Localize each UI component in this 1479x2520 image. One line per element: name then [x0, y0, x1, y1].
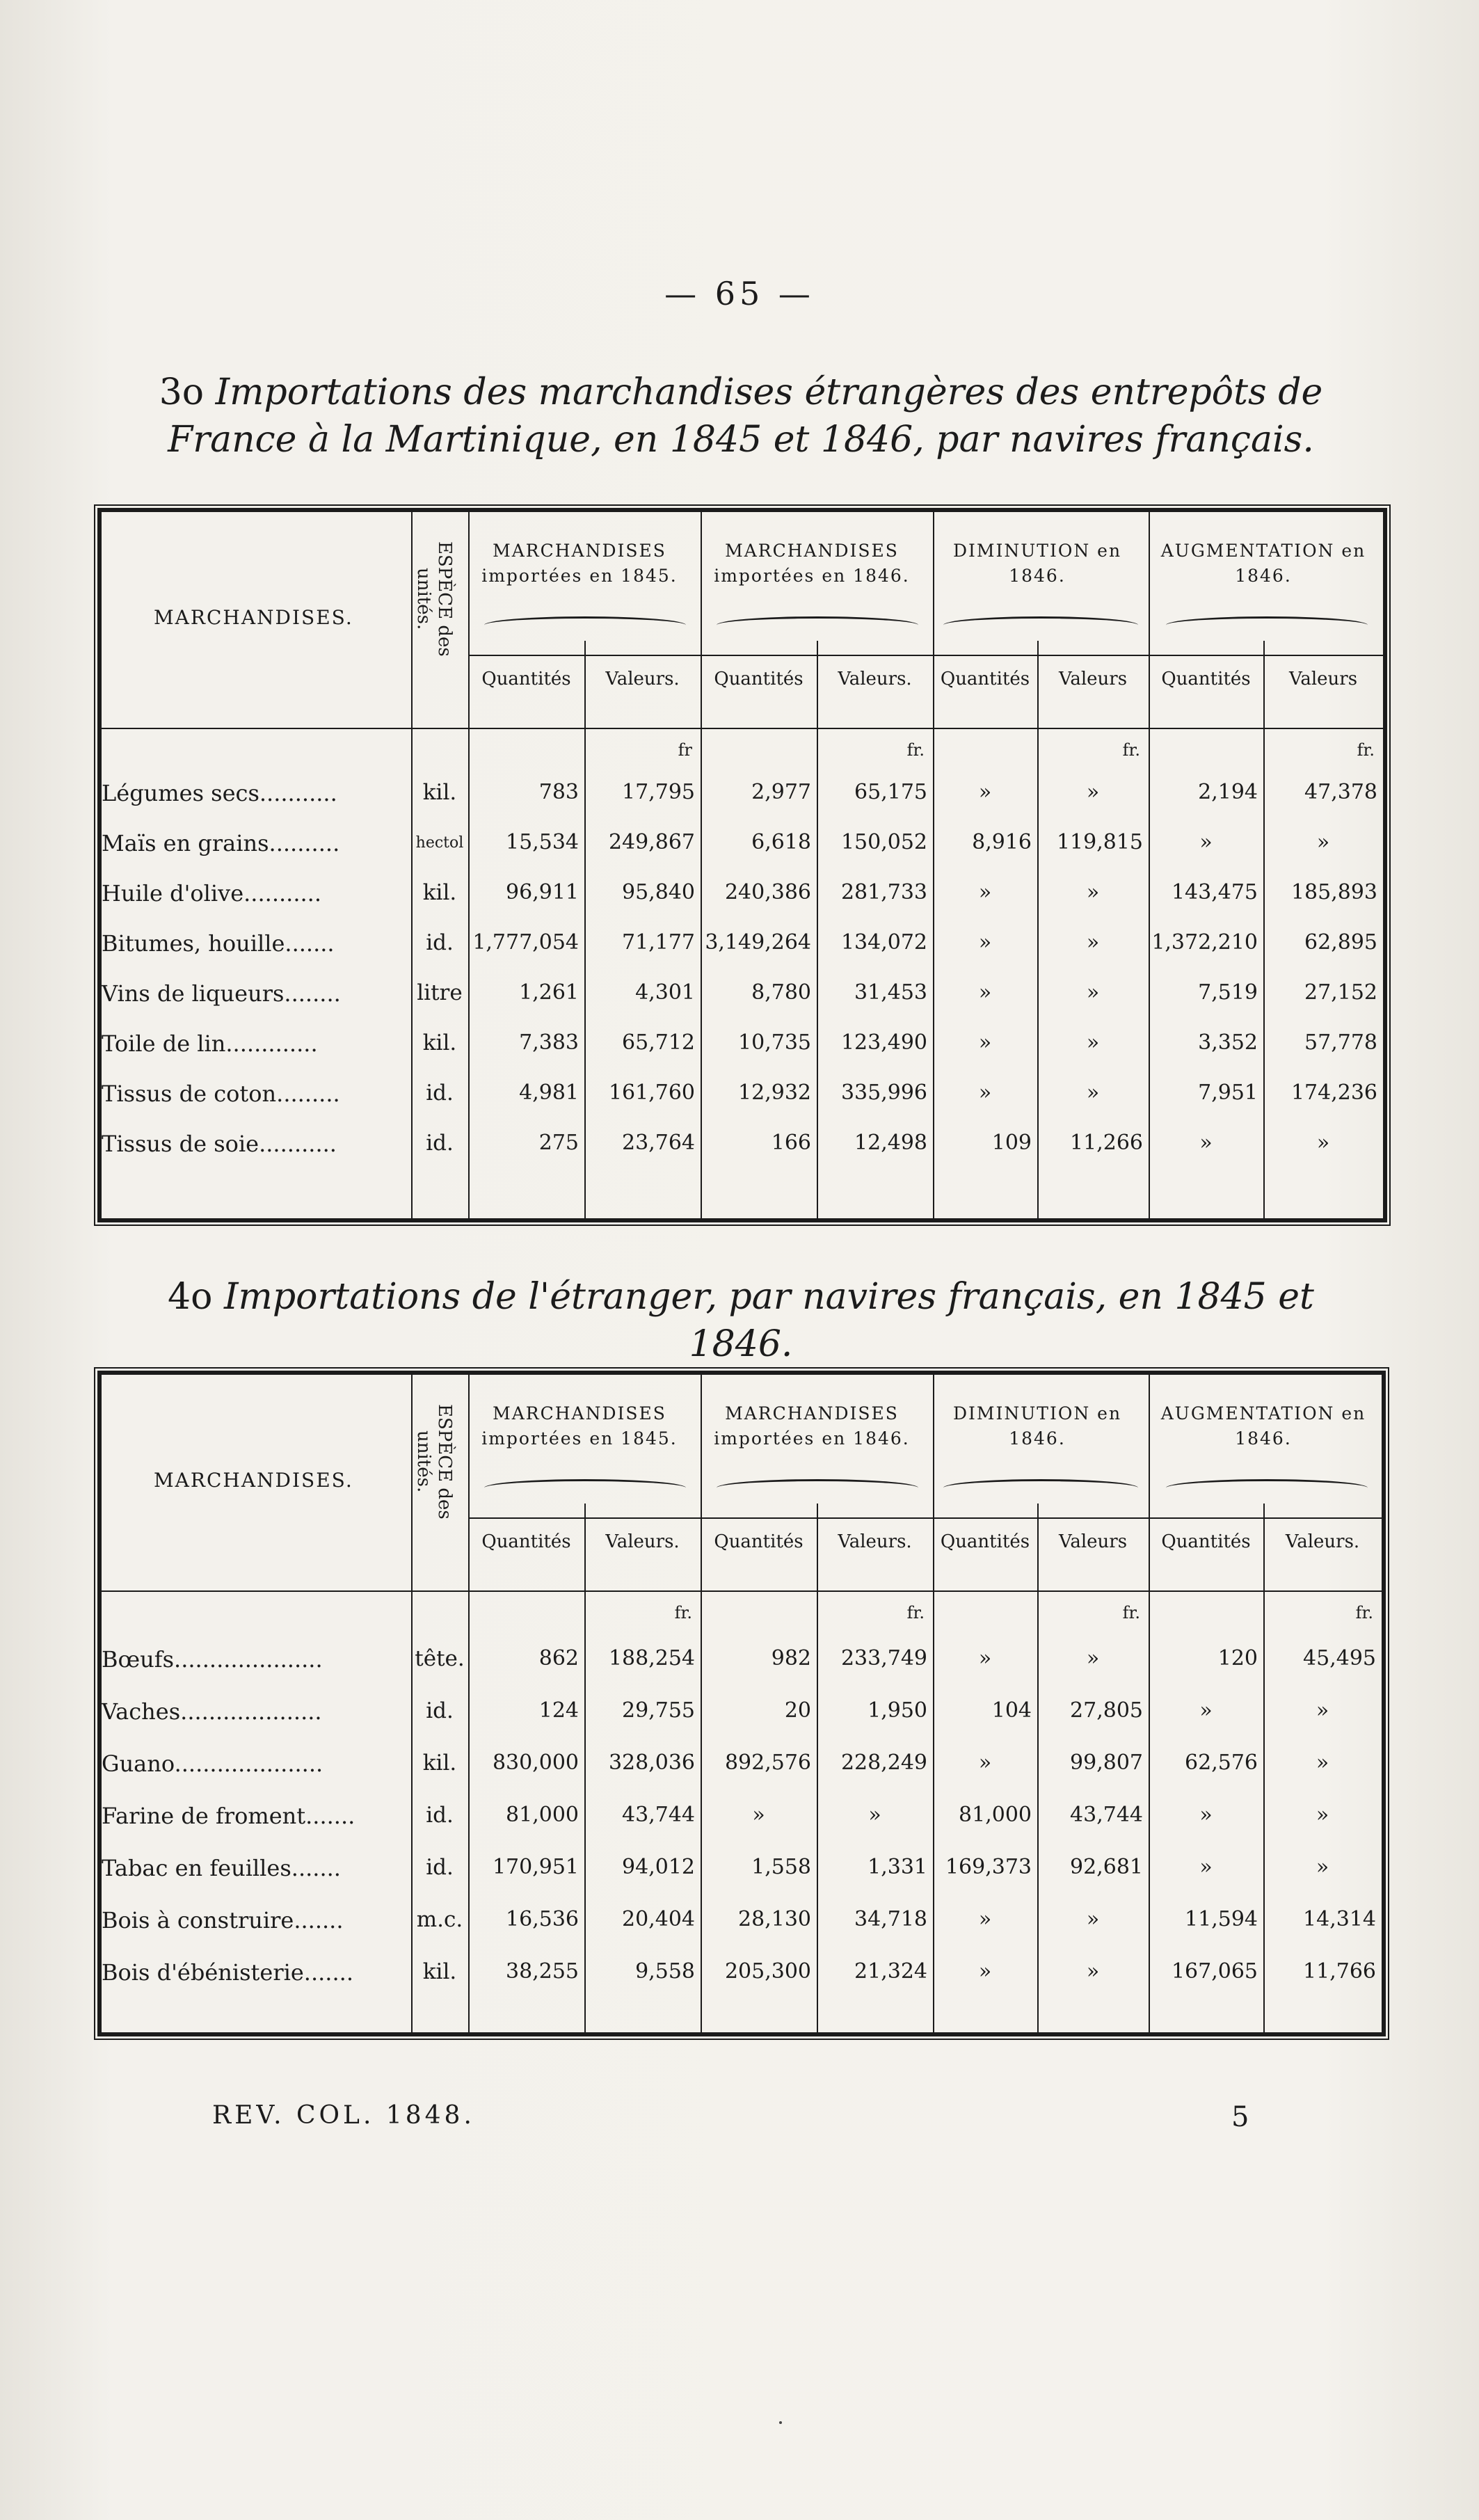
- imports-1845-header: MARCHANDISES importées en 1845.: [481, 1403, 678, 1449]
- cell-value: »: [868, 1803, 881, 1827]
- subheader-value: Valeurs: [1058, 1531, 1128, 1552]
- cell-value: 124: [538, 1698, 579, 1723]
- cell-value: 167,065: [1171, 1959, 1258, 1984]
- row-unit: id.: [426, 1698, 454, 1723]
- header-rule: [102, 1590, 1382, 1592]
- cell-value: »: [1086, 1646, 1100, 1670]
- row-label: Toile de lin.............: [102, 1030, 318, 1057]
- brace: [717, 1479, 918, 1497]
- cell-value: 17,795: [622, 780, 695, 804]
- subheader-quantity: Quantités: [714, 1531, 804, 1552]
- row-unit: id.: [426, 930, 454, 955]
- cell-value: 65,712: [622, 1030, 695, 1055]
- cell-value: 161,760: [608, 1080, 695, 1105]
- column-rule: [1149, 512, 1150, 1218]
- cell-value: »: [1199, 1803, 1213, 1827]
- increase-header: AUGMENTATION en 1846.: [1160, 1403, 1366, 1449]
- subheader-value: Valeurs.: [838, 1531, 912, 1552]
- cell-value: 143,475: [1171, 880, 1258, 904]
- cell-value: »: [978, 1959, 992, 1984]
- cell-value: 81,000: [506, 1803, 579, 1827]
- subheader-quantity: Quantités: [714, 669, 804, 689]
- row-label: Farine de froment.......: [102, 1803, 355, 1829]
- cell-value: 150,052: [840, 830, 927, 854]
- row-unit: kil.: [422, 880, 457, 905]
- brace: [1166, 1479, 1368, 1497]
- row-label: Vaches....................: [102, 1698, 322, 1725]
- header-rule: [468, 655, 1383, 656]
- cell-value: »: [978, 1907, 992, 1931]
- cell-value: »: [978, 1646, 992, 1670]
- table2: [97, 1371, 1386, 2036]
- cell-value: 27,805: [1070, 1698, 1143, 1723]
- row-unit: hectol: [415, 834, 464, 852]
- brace: [1166, 616, 1368, 634]
- cell-value: 11,766: [1303, 1959, 1376, 1984]
- row-unit: id.: [426, 1803, 454, 1828]
- cell-value: 892,576: [724, 1751, 811, 1775]
- cell-value: 249,867: [608, 830, 695, 854]
- row-unit: id.: [426, 1080, 454, 1106]
- cell-value: »: [1086, 880, 1100, 904]
- row-unit: litre: [417, 980, 463, 1005]
- cell-value: 4,981: [519, 1080, 579, 1105]
- cell-value: 4,301: [635, 980, 695, 1005]
- unit-type-header: ESPÈCE des unités.: [413, 541, 455, 657]
- row-unit: id.: [426, 1131, 454, 1156]
- cell-value: 47,378: [1304, 780, 1377, 804]
- cell-value: 62,576: [1185, 1751, 1258, 1775]
- cell-value: 2,194: [1198, 780, 1258, 804]
- page-number: — 65 —: [664, 275, 815, 312]
- cell-value: »: [1086, 780, 1100, 804]
- cell-value: 3,149,264: [705, 930, 811, 955]
- cell-value: 1,331: [868, 1855, 927, 1879]
- cell-value: 174,236: [1290, 1080, 1377, 1105]
- row-label: Vins de liqueurs........: [102, 980, 341, 1007]
- cell-value: 92,681: [1070, 1855, 1143, 1879]
- currency-unit: fr: [678, 740, 692, 760]
- cell-value: 10,735: [738, 1030, 811, 1055]
- currency-unit: fr.: [906, 740, 925, 760]
- row-label: Tabac en feuilles.......: [102, 1855, 341, 1881]
- cell-value: »: [1086, 1080, 1100, 1105]
- merchandise-header: MARCHANDISES.: [154, 1469, 353, 1492]
- speck: [779, 2421, 782, 2424]
- row-label: Légumes secs...........: [102, 780, 337, 806]
- cell-value: 6,618: [751, 830, 811, 854]
- row-unit: tête.: [415, 1646, 465, 1671]
- cell-value: 7,519: [1198, 980, 1258, 1005]
- cell-value: »: [1199, 1698, 1213, 1723]
- cell-value: 185,893: [1290, 880, 1377, 904]
- cell-value: »: [1086, 980, 1100, 1005]
- brace: [484, 616, 686, 634]
- table2-title: Importations de l'étranger, par navires français, en 1845 et 1846.: [223, 1276, 1314, 1365]
- subheader-value: Valeurs: [1058, 669, 1128, 689]
- row-unit: id.: [426, 1855, 454, 1880]
- cell-value: 28,130: [738, 1907, 811, 1931]
- row-unit: kil.: [422, 1030, 457, 1055]
- currency-unit: fr.: [1355, 1603, 1373, 1622]
- cell-value: 1,372,210: [1151, 930, 1258, 955]
- cell-value: »: [978, 1751, 992, 1775]
- row-label: Bois d'ébénisterie.......: [102, 1959, 353, 1986]
- cell-value: »: [978, 780, 992, 804]
- cell-value: 15,534: [506, 830, 579, 854]
- subheader-value: Valeurs.: [838, 669, 912, 689]
- imports-1846-header: MARCHANDISES importées en 1846.: [714, 541, 910, 586]
- cell-value: 783: [538, 780, 579, 804]
- column-rule: [933, 512, 934, 1218]
- brace: [943, 1479, 1138, 1497]
- cell-value: 240,386: [724, 880, 811, 904]
- cell-value: 11,266: [1070, 1131, 1143, 1155]
- row-label: Bœufs.....................: [102, 1646, 323, 1673]
- cell-value: »: [1316, 1131, 1330, 1155]
- cell-value: »: [978, 1030, 992, 1055]
- footer-journal: REV. COL. 1848.: [212, 2101, 475, 2130]
- cell-value: 109: [991, 1131, 1032, 1155]
- cell-value: 3,352: [1198, 1030, 1258, 1055]
- cell-value: 57,778: [1304, 1030, 1377, 1055]
- merchandise-header: MARCHANDISES.: [154, 606, 353, 629]
- subheader-value: Valeurs.: [605, 669, 680, 689]
- currency-unit: fr.: [674, 1603, 692, 1622]
- currency-unit: fr.: [1122, 740, 1140, 760]
- increase-header: AUGMENTATION en 1846.: [1160, 541, 1366, 586]
- cell-value: »: [978, 1080, 992, 1105]
- row-label: Tissus de coton.........: [102, 1080, 340, 1107]
- cell-value: 20: [784, 1698, 811, 1723]
- cell-value: 71,177: [622, 930, 695, 955]
- subheader-quantity: Quantités: [481, 1531, 571, 1552]
- cell-value: »: [1086, 1030, 1100, 1055]
- cell-value: 205,300: [724, 1959, 811, 1984]
- cell-value: »: [1316, 1855, 1329, 1879]
- subheader-quantity: Quantités: [940, 1531, 1030, 1552]
- cell-value: 23,764: [622, 1131, 695, 1155]
- cell-value: 96,911: [506, 880, 579, 904]
- brace: [717, 616, 918, 634]
- unit-type-header: ESPÈCE des unités.: [413, 1404, 455, 1520]
- cell-value: 335,996: [840, 1080, 927, 1105]
- cell-value: 43,744: [622, 1803, 695, 1827]
- row-label: Tissus de soie...........: [102, 1131, 337, 1157]
- cell-value: 43,744: [1070, 1803, 1143, 1827]
- cell-value: 20,404: [622, 1907, 695, 1931]
- cell-value: 281,733: [840, 880, 927, 904]
- cell-value: 119,815: [1056, 830, 1143, 854]
- row-label: Maïs en grains..........: [102, 830, 340, 856]
- cell-value: »: [1199, 1131, 1213, 1155]
- cell-value: 99,807: [1070, 1751, 1143, 1775]
- cell-value: 104: [991, 1698, 1032, 1723]
- cell-value: »: [1316, 830, 1330, 854]
- table1-caption: [111, 369, 1370, 463]
- header-rule: [102, 728, 1383, 729]
- cell-value: »: [1316, 1803, 1329, 1827]
- footer-signature: 5: [1231, 2101, 1249, 2133]
- cell-value: 1,777,054: [472, 930, 579, 955]
- cell-value: 188,254: [608, 1646, 695, 1670]
- cell-value: 27,152: [1304, 980, 1377, 1005]
- cell-value: 81,000: [959, 1803, 1032, 1827]
- subheader-quantity: Quantités: [1161, 1531, 1251, 1552]
- cell-value: »: [1199, 1855, 1213, 1879]
- table1-number: 3o: [159, 372, 205, 413]
- imports-1845-header: MARCHANDISES importées en 1845.: [481, 541, 678, 586]
- decrease-header: DIMINUTION en 1846.: [952, 541, 1122, 586]
- cell-value: »: [978, 930, 992, 955]
- cell-value: 7,951: [1198, 1080, 1258, 1105]
- column-rule: [411, 512, 413, 1218]
- subheader-quantity: Quantités: [940, 669, 1030, 689]
- cell-value: 123,490: [840, 1030, 927, 1055]
- brace: [484, 1479, 686, 1497]
- subheader-quantity: Quantités: [1161, 669, 1251, 689]
- subheader-value: Valeurs.: [605, 1531, 680, 1552]
- row-unit: m.c.: [416, 1907, 463, 1932]
- cell-value: 7,383: [519, 1030, 579, 1055]
- cell-value: »: [1316, 1751, 1329, 1775]
- cell-value: 16,536: [506, 1907, 579, 1931]
- cell-value: 31,453: [854, 980, 927, 1005]
- cell-value: 21,324: [854, 1959, 927, 1984]
- cell-value: 1,558: [751, 1855, 811, 1879]
- currency-unit: fr.: [1122, 1603, 1140, 1622]
- cell-value: »: [752, 1803, 765, 1827]
- row-label: Bois à construire.......: [102, 1907, 344, 1933]
- cell-value: »: [978, 880, 992, 904]
- cell-value: 38,255: [506, 1959, 579, 1984]
- cell-value: »: [1086, 930, 1100, 955]
- cell-value: 166: [771, 1131, 811, 1155]
- subheader-value: Valeurs: [1288, 669, 1358, 689]
- cell-value: 29,755: [622, 1698, 695, 1723]
- cell-value: 2,977: [751, 780, 811, 804]
- header-rule: [468, 1517, 1382, 1519]
- cell-value: 862: [538, 1646, 579, 1670]
- row-label: Guano.....................: [102, 1751, 323, 1777]
- decrease-header: DIMINUTION en 1846.: [952, 1403, 1122, 1449]
- cell-value: 14,314: [1303, 1907, 1376, 1931]
- row-label: Huile d'olive...........: [102, 880, 322, 907]
- table1-title: Importations des marchandises étrangères des entrepôts de France à la Martinique, en 1845 et 1846, par navires français.: [168, 372, 1323, 461]
- cell-value: 12,498: [854, 1131, 927, 1155]
- cell-value: 170,951: [492, 1855, 579, 1879]
- cell-value: 1,261: [519, 980, 579, 1005]
- table2-caption: [111, 1273, 1370, 1368]
- cell-value: 12,932: [738, 1080, 811, 1105]
- column-rule: [468, 512, 470, 1218]
- cell-value: 62,895: [1304, 930, 1377, 955]
- cell-value: 233,749: [840, 1646, 927, 1670]
- imports-1846-header: MARCHANDISES importées en 1846.: [714, 1403, 910, 1449]
- cell-value: 120: [1217, 1646, 1258, 1670]
- cell-value: 134,072: [840, 930, 927, 955]
- cell-value: 9,558: [635, 1959, 695, 1984]
- table2-number: 4o: [168, 1276, 213, 1318]
- currency-unit: fr.: [906, 1603, 925, 1622]
- cell-value: »: [1316, 1698, 1329, 1723]
- column-rule: [701, 512, 702, 1218]
- cell-value: 982: [771, 1646, 811, 1670]
- cell-value: 8,916: [972, 830, 1032, 854]
- cell-value: 228,249: [840, 1751, 927, 1775]
- cell-value: 34,718: [854, 1907, 927, 1931]
- cell-value: 1,950: [868, 1698, 927, 1723]
- cell-value: »: [1086, 1959, 1100, 1984]
- cell-value: »: [1086, 1907, 1100, 1931]
- row-unit: kil.: [422, 780, 457, 805]
- cell-value: 65,175: [854, 780, 927, 804]
- cell-value: »: [1199, 830, 1213, 854]
- table1: [97, 508, 1387, 1222]
- cell-value: 169,373: [945, 1855, 1032, 1879]
- brace: [943, 616, 1138, 634]
- cell-value: 45,495: [1303, 1646, 1376, 1670]
- cell-value: 275: [538, 1131, 579, 1155]
- subheader-value: Valeurs.: [1285, 1531, 1360, 1552]
- row-unit: kil.: [422, 1751, 457, 1776]
- cell-value: 830,000: [492, 1751, 579, 1775]
- cell-value: 94,012: [622, 1855, 695, 1879]
- cell-value: 95,840: [622, 880, 695, 904]
- subheader-quantity: Quantités: [481, 669, 571, 689]
- currency-unit: fr.: [1357, 740, 1375, 760]
- row-unit: kil.: [422, 1959, 457, 1984]
- cell-value: 11,594: [1185, 1907, 1258, 1931]
- cell-value: »: [978, 980, 992, 1005]
- cell-value: 8,780: [751, 980, 811, 1005]
- row-label: Bitumes, houille.......: [102, 930, 335, 957]
- cell-value: 328,036: [608, 1751, 695, 1775]
